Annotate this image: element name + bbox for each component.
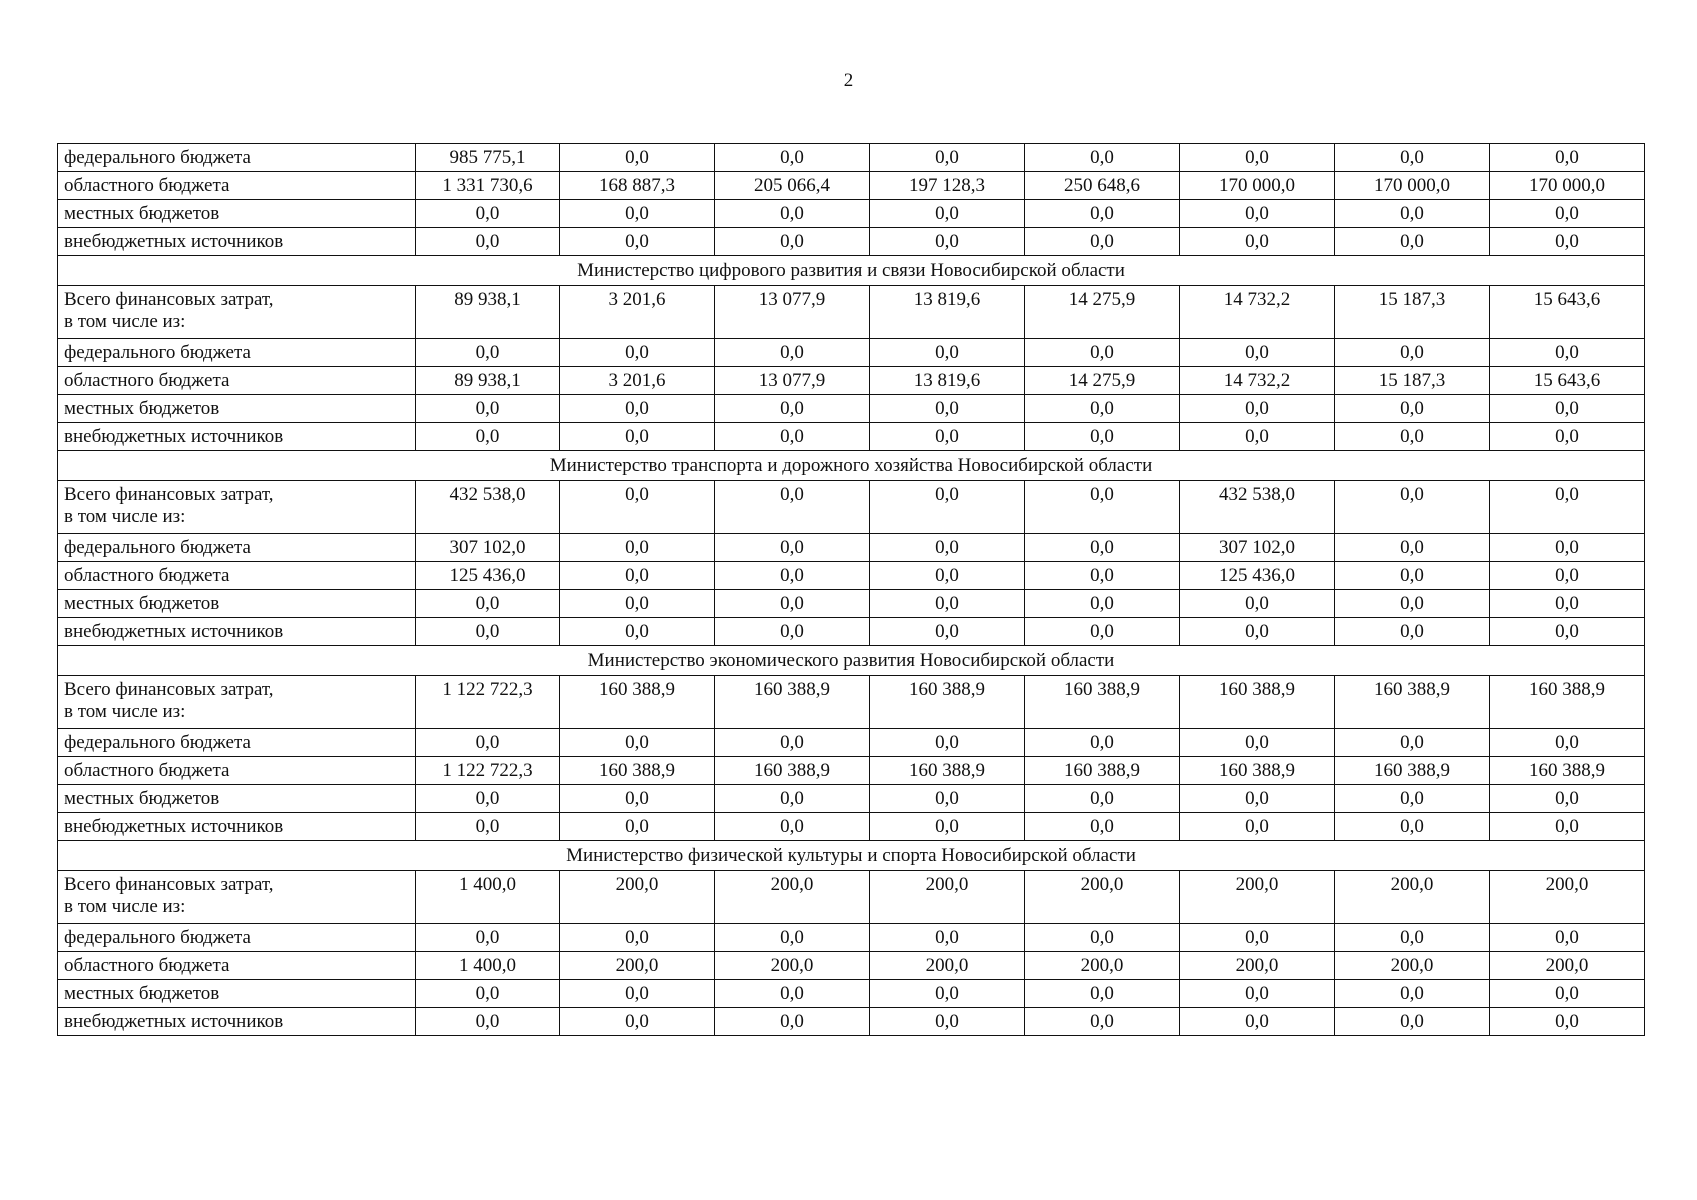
value-cell: 0,0: [1335, 481, 1490, 534]
row-label: областного бюджета: [58, 952, 416, 980]
value-cell: 13 077,9: [715, 286, 870, 339]
value-cell: 0,0: [1025, 228, 1180, 256]
value-cell: 0,0: [1490, 1008, 1645, 1036]
value-cell: 15 643,6: [1490, 286, 1645, 339]
value-cell: 0,0: [1180, 618, 1335, 646]
value-cell: 0,0: [560, 200, 715, 228]
value-cell: 1 400,0: [416, 871, 560, 924]
value-cell: 13 819,6: [870, 367, 1025, 395]
value-cell: 160 388,9: [715, 676, 870, 729]
value-cell: 0,0: [560, 481, 715, 534]
section-header-row: [58, 646, 1645, 676]
value-cell: 0,0: [1180, 729, 1335, 757]
value-cell: 0,0: [1335, 144, 1490, 172]
value-cell: 200,0: [1025, 871, 1180, 924]
value-cell: 0,0: [416, 339, 560, 367]
value-cell: 168 887,3: [560, 172, 715, 200]
value-cell: 0,0: [560, 144, 715, 172]
value-cell: 15 187,3: [1335, 367, 1490, 395]
value-cell: 0,0: [715, 339, 870, 367]
row-label-line: Всего финансовых затрат,: [64, 874, 274, 895]
row-label: [58, 286, 416, 339]
value-cell: 0,0: [416, 200, 560, 228]
value-cell: 160 388,9: [870, 757, 1025, 785]
total-row: [58, 286, 1645, 339]
value-cell: 0,0: [1180, 980, 1335, 1008]
row-label-line: Всего финансовых затрат,: [64, 484, 274, 505]
value-cell: 200,0: [715, 871, 870, 924]
section-title: Министерство цифрового развития и связи Новосибирской области: [58, 256, 1645, 286]
value-cell: 15 643,6: [1490, 367, 1645, 395]
table-row: [58, 729, 1645, 757]
section-header-row: [58, 451, 1645, 481]
value-cell: 0,0: [870, 590, 1025, 618]
value-cell: 0,0: [1180, 144, 1335, 172]
value-cell: 0,0: [1180, 924, 1335, 952]
table-row: [58, 785, 1645, 813]
value-cell: 1 400,0: [416, 952, 560, 980]
value-cell: 89 938,1: [416, 286, 560, 339]
value-cell: 0,0: [1490, 395, 1645, 423]
value-cell: 3 201,6: [560, 367, 715, 395]
value-cell: 125 436,0: [416, 562, 560, 590]
value-cell: 0,0: [870, 813, 1025, 841]
value-cell: 200,0: [870, 871, 1025, 924]
row-label: федерального бюджета: [58, 534, 416, 562]
value-cell: 170 000,0: [1180, 172, 1335, 200]
value-cell: 0,0: [1335, 618, 1490, 646]
table-row: [58, 200, 1645, 228]
table-row: [58, 228, 1645, 256]
funding-table-body: [58, 144, 1645, 1036]
value-cell: 0,0: [416, 980, 560, 1008]
value-cell: 0,0: [560, 785, 715, 813]
value-cell: 0,0: [1490, 729, 1645, 757]
value-cell: 0,0: [560, 534, 715, 562]
total-row: [58, 676, 1645, 729]
table-row: [58, 339, 1645, 367]
value-cell: 170 000,0: [1335, 172, 1490, 200]
value-cell: 160 388,9: [1025, 676, 1180, 729]
value-cell: 0,0: [1025, 785, 1180, 813]
value-cell: 200,0: [870, 952, 1025, 980]
value-cell: 0,0: [560, 395, 715, 423]
value-cell: 0,0: [1180, 228, 1335, 256]
value-cell: 0,0: [1025, 980, 1180, 1008]
value-cell: 160 388,9: [560, 757, 715, 785]
row-label: внебюджетных источников: [58, 1008, 416, 1036]
value-cell: 0,0: [870, 980, 1025, 1008]
row-label: областного бюджета: [58, 367, 416, 395]
value-cell: 1 122 722,3: [416, 676, 560, 729]
value-cell: 200,0: [1335, 871, 1490, 924]
value-cell: 307 102,0: [1180, 534, 1335, 562]
value-cell: 0,0: [1180, 813, 1335, 841]
value-cell: 0,0: [1335, 395, 1490, 423]
value-cell: 1 122 722,3: [416, 757, 560, 785]
value-cell: 14 275,9: [1025, 286, 1180, 339]
value-cell: 0,0: [416, 785, 560, 813]
value-cell: 1 331 730,6: [416, 172, 560, 200]
value-cell: 160 388,9: [870, 676, 1025, 729]
section-title: Министерство физической культуры и спорта Новосибирской области: [58, 841, 1645, 871]
value-cell: 0,0: [1335, 813, 1490, 841]
value-cell: 3 201,6: [560, 286, 715, 339]
table-row: [58, 534, 1645, 562]
value-cell: 160 388,9: [1335, 676, 1490, 729]
value-cell: 0,0: [715, 980, 870, 1008]
row-label: местных бюджетов: [58, 980, 416, 1008]
value-cell: 200,0: [1335, 952, 1490, 980]
value-cell: 0,0: [1025, 481, 1180, 534]
value-cell: 0,0: [715, 395, 870, 423]
value-cell: 0,0: [560, 980, 715, 1008]
value-cell: 0,0: [1490, 924, 1645, 952]
row-label: [58, 871, 416, 924]
value-cell: 0,0: [560, 590, 715, 618]
value-cell: 14 732,2: [1180, 286, 1335, 339]
page-number: 2: [843, 70, 854, 91]
row-label: местных бюджетов: [58, 395, 416, 423]
value-cell: 432 538,0: [1180, 481, 1335, 534]
value-cell: 0,0: [416, 423, 560, 451]
value-cell: 15 187,3: [1335, 286, 1490, 339]
value-cell: 0,0: [715, 1008, 870, 1036]
value-cell: 197 128,3: [870, 172, 1025, 200]
row-label-line: в том числе из:: [64, 506, 186, 527]
value-cell: 200,0: [1180, 952, 1335, 980]
value-cell: 0,0: [1025, 1008, 1180, 1036]
value-cell: 0,0: [1335, 423, 1490, 451]
section-title: Министерство транспорта и дорожного хозяйства Новосибирской области: [58, 451, 1645, 481]
value-cell: 160 388,9: [715, 757, 870, 785]
value-cell: 0,0: [416, 228, 560, 256]
value-cell: 0,0: [870, 534, 1025, 562]
value-cell: 0,0: [715, 534, 870, 562]
value-cell: 0,0: [1025, 562, 1180, 590]
value-cell: 0,0: [560, 924, 715, 952]
value-cell: 0,0: [870, 924, 1025, 952]
table-row: [58, 423, 1645, 451]
value-cell: 0,0: [1490, 481, 1645, 534]
row-label: местных бюджетов: [58, 590, 416, 618]
value-cell: 0,0: [1180, 785, 1335, 813]
value-cell: 205 066,4: [715, 172, 870, 200]
value-cell: 0,0: [715, 144, 870, 172]
value-cell: 985 775,1: [416, 144, 560, 172]
value-cell: 0,0: [870, 339, 1025, 367]
row-label: областного бюджета: [58, 757, 416, 785]
value-cell: 0,0: [1490, 813, 1645, 841]
table-row: [58, 952, 1645, 980]
value-cell: 160 388,9: [1490, 676, 1645, 729]
value-cell: 0,0: [1025, 924, 1180, 952]
value-cell: 0,0: [1490, 339, 1645, 367]
row-label: внебюджетных источников: [58, 618, 416, 646]
table-row: [58, 395, 1645, 423]
value-cell: 0,0: [870, 729, 1025, 757]
value-cell: 0,0: [715, 924, 870, 952]
value-cell: 0,0: [870, 144, 1025, 172]
value-cell: 0,0: [1025, 590, 1180, 618]
value-cell: 0,0: [715, 228, 870, 256]
value-cell: 0,0: [560, 1008, 715, 1036]
table-row: [58, 590, 1645, 618]
value-cell: 0,0: [1335, 729, 1490, 757]
table-row: [58, 757, 1645, 785]
value-cell: 0,0: [870, 228, 1025, 256]
value-cell: 0,0: [416, 729, 560, 757]
value-cell: 0,0: [870, 618, 1025, 646]
value-cell: 0,0: [1490, 980, 1645, 1008]
value-cell: 0,0: [560, 228, 715, 256]
value-cell: 0,0: [560, 618, 715, 646]
value-cell: 0,0: [1490, 534, 1645, 562]
value-cell: 200,0: [715, 952, 870, 980]
value-cell: 0,0: [715, 423, 870, 451]
value-cell: 0,0: [416, 590, 560, 618]
value-cell: 0,0: [416, 924, 560, 952]
row-label: областного бюджета: [58, 172, 416, 200]
value-cell: 0,0: [870, 562, 1025, 590]
value-cell: 0,0: [560, 423, 715, 451]
value-cell: 0,0: [1335, 339, 1490, 367]
row-label: местных бюджетов: [58, 200, 416, 228]
value-cell: 0,0: [1335, 785, 1490, 813]
row-label: внебюджетных источников: [58, 228, 416, 256]
value-cell: 0,0: [870, 395, 1025, 423]
value-cell: 0,0: [1335, 228, 1490, 256]
table-row: [58, 924, 1645, 952]
value-cell: 125 436,0: [1180, 562, 1335, 590]
value-cell: 0,0: [1180, 423, 1335, 451]
row-label: внебюджетных источников: [58, 423, 416, 451]
row-label: федерального бюджета: [58, 339, 416, 367]
value-cell: 160 388,9: [1180, 676, 1335, 729]
value-cell: 200,0: [1490, 871, 1645, 924]
value-cell: 0,0: [1335, 562, 1490, 590]
section-header-row: [58, 256, 1645, 286]
value-cell: 160 388,9: [1490, 757, 1645, 785]
value-cell: 0,0: [1490, 423, 1645, 451]
value-cell: 0,0: [1180, 200, 1335, 228]
value-cell: 0,0: [715, 481, 870, 534]
value-cell: 0,0: [1025, 200, 1180, 228]
value-cell: 0,0: [715, 590, 870, 618]
table-row: [58, 172, 1645, 200]
value-cell: 0,0: [1335, 980, 1490, 1008]
value-cell: 250 648,6: [1025, 172, 1180, 200]
value-cell: 0,0: [1490, 228, 1645, 256]
value-cell: 160 388,9: [560, 676, 715, 729]
value-cell: 160 388,9: [1180, 757, 1335, 785]
value-cell: 0,0: [1490, 618, 1645, 646]
value-cell: 0,0: [1490, 785, 1645, 813]
table-row: [58, 980, 1645, 1008]
value-cell: 200,0: [1180, 871, 1335, 924]
row-label: федерального бюджета: [58, 144, 416, 172]
value-cell: 0,0: [1025, 144, 1180, 172]
value-cell: 0,0: [1180, 339, 1335, 367]
value-cell: 170 000,0: [1490, 172, 1645, 200]
value-cell: 0,0: [1490, 562, 1645, 590]
value-cell: 0,0: [870, 200, 1025, 228]
value-cell: 0,0: [1490, 200, 1645, 228]
funding-table: [57, 143, 1645, 1036]
value-cell: 0,0: [416, 395, 560, 423]
value-cell: 0,0: [1335, 200, 1490, 228]
value-cell: 0,0: [1025, 618, 1180, 646]
value-cell: 0,0: [1490, 144, 1645, 172]
row-label-line: в том числе из:: [64, 701, 186, 722]
value-cell: 0,0: [715, 562, 870, 590]
value-cell: 14 732,2: [1180, 367, 1335, 395]
value-cell: 200,0: [1025, 952, 1180, 980]
row-label-line: Всего финансовых затрат,: [64, 289, 274, 310]
value-cell: 0,0: [715, 729, 870, 757]
value-cell: 0,0: [870, 785, 1025, 813]
value-cell: 13 819,6: [870, 286, 1025, 339]
row-label: [58, 676, 416, 729]
row-label: областного бюджета: [58, 562, 416, 590]
section-header-row: [58, 841, 1645, 871]
value-cell: 0,0: [715, 618, 870, 646]
value-cell: 0,0: [416, 618, 560, 646]
value-cell: 0,0: [1025, 395, 1180, 423]
value-cell: 160 388,9: [1335, 757, 1490, 785]
table-row: [58, 367, 1645, 395]
row-label-line: в том числе из:: [64, 311, 186, 332]
section-title: Министерство экономического развития Новосибирской области: [58, 646, 1645, 676]
value-cell: 13 077,9: [715, 367, 870, 395]
value-cell: 0,0: [416, 1008, 560, 1036]
value-cell: 0,0: [560, 813, 715, 841]
value-cell: 0,0: [1335, 924, 1490, 952]
value-cell: 160 388,9: [1025, 757, 1180, 785]
value-cell: 0,0: [715, 813, 870, 841]
value-cell: 0,0: [560, 562, 715, 590]
row-label: внебюджетных источников: [58, 813, 416, 841]
row-label-line: Всего финансовых затрат,: [64, 679, 274, 700]
value-cell: 0,0: [870, 481, 1025, 534]
row-label: местных бюджетов: [58, 785, 416, 813]
value-cell: 0,0: [715, 785, 870, 813]
value-cell: 200,0: [1490, 952, 1645, 980]
table-row: [58, 618, 1645, 646]
value-cell: 14 275,9: [1025, 367, 1180, 395]
value-cell: 200,0: [560, 952, 715, 980]
table-row: [58, 1008, 1645, 1036]
row-label: федерального бюджета: [58, 924, 416, 952]
value-cell: 432 538,0: [416, 481, 560, 534]
value-cell: 0,0: [715, 200, 870, 228]
value-cell: 0,0: [1335, 590, 1490, 618]
value-cell: 200,0: [560, 871, 715, 924]
row-label: федерального бюджета: [58, 729, 416, 757]
value-cell: 0,0: [1025, 729, 1180, 757]
value-cell: 307 102,0: [416, 534, 560, 562]
row-label: [58, 481, 416, 534]
value-cell: 0,0: [1335, 1008, 1490, 1036]
table-row: [58, 562, 1645, 590]
value-cell: 0,0: [1025, 534, 1180, 562]
total-row: [58, 481, 1645, 534]
value-cell: 0,0: [1025, 423, 1180, 451]
value-cell: 0,0: [1180, 1008, 1335, 1036]
value-cell: 0,0: [560, 339, 715, 367]
value-cell: 0,0: [1025, 813, 1180, 841]
total-row: [58, 871, 1645, 924]
value-cell: 89 938,1: [416, 367, 560, 395]
value-cell: 0,0: [1335, 534, 1490, 562]
table-row: [58, 144, 1645, 172]
value-cell: 0,0: [416, 813, 560, 841]
value-cell: 0,0: [870, 1008, 1025, 1036]
row-label-line: в том числе из:: [64, 896, 186, 917]
value-cell: 0,0: [560, 729, 715, 757]
table-row: [58, 813, 1645, 841]
value-cell: 0,0: [1025, 339, 1180, 367]
value-cell: 0,0: [870, 423, 1025, 451]
value-cell: 0,0: [1180, 590, 1335, 618]
value-cell: 0,0: [1490, 590, 1645, 618]
value-cell: 0,0: [1180, 395, 1335, 423]
